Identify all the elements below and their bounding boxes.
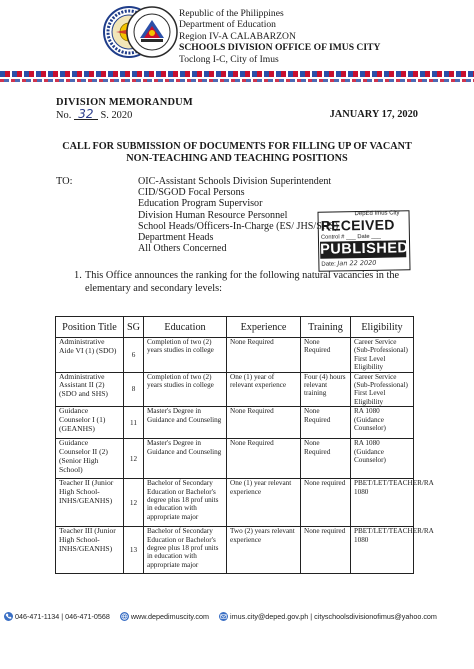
cell-education: Completion of two (2) years studies in college <box>144 338 227 373</box>
header-stripe <box>0 79 474 82</box>
column-header: Experience <box>227 317 301 338</box>
cell-experience: None Required <box>227 338 301 373</box>
phone-icon <box>4 612 13 621</box>
cell-sg: 13 <box>124 527 144 574</box>
memo-subject: CALL FOR SUBMISSION OF DOCUMENTS FOR FILLING UP OF VACANT NON-TEACHING AND TEACHING POSITIONS <box>62 141 412 164</box>
letterhead <box>179 8 380 65</box>
cell-position: Administrative Aide VI (1) (SDO) <box>56 338 124 373</box>
column-header: SG <box>124 317 144 338</box>
cell-training: None required <box>301 527 351 574</box>
recipient: Department Heads <box>138 232 214 244</box>
memo-no-value: 32 <box>74 109 98 120</box>
phone-text: 046-471-1134 | 046-471-0568 <box>15 612 110 621</box>
cell-experience: None Required <box>227 439 301 479</box>
cell-position: Administrative Assistant II (2) (SDO and SHS) <box>56 372 124 407</box>
column-header: Eligibility <box>351 317 414 338</box>
globe-icon <box>120 612 129 621</box>
footer-phone <box>4 612 110 621</box>
cell-training: None Required <box>301 407 351 439</box>
cell-eligibility: PBET/LET/TEACHER/RA 1080 <box>351 527 414 574</box>
cell-sg: 12 <box>124 479 144 527</box>
letterhead-line: Region IV-A CALABARZON <box>179 30 296 42</box>
column-header: Education <box>144 317 227 338</box>
cell-eligibility: Career Service (Sub-Professional) First Level Eligibility <box>351 338 414 373</box>
cell-sg: 6 <box>124 338 144 373</box>
recipient: Education Program Supervisor <box>138 198 263 210</box>
paragraph-text: This Office announces the ranking for the following natural vacancies in the elementary and secondary levels: <box>85 270 400 294</box>
cell-eligibility: PBET/LET/TEACHER/RA 1080 <box>351 479 414 527</box>
table-row <box>56 527 414 574</box>
memo-no-label: No. <box>56 110 72 121</box>
cell-experience: None Required <box>227 407 301 439</box>
footer-website[interactable] <box>120 612 209 621</box>
cell-position: Teacher III (Junior High School-INHS/GEANHS) <box>56 527 124 574</box>
cell-position: Guidance Counselor II (2) (Senior High School) <box>56 439 124 479</box>
stamp-received: RECEIVED <box>320 216 395 234</box>
to-label: TO: <box>56 176 73 187</box>
cell-education: Bachelor of Secondary Education or Bachelor's degree plus 18 prof units in education with appropriate major <box>144 479 227 527</box>
footer-email[interactable] <box>219 612 437 621</box>
mail-icon <box>219 612 228 621</box>
stamp-office: DepEd Imus City <box>354 210 400 218</box>
memo-date: JANUARY 17, 2020 <box>329 109 418 120</box>
division-seal-icon <box>126 6 178 58</box>
letterhead-line: Republic of the Philippines <box>179 8 284 19</box>
cell-experience: Two (2) years relevant experience <box>227 527 301 574</box>
memo-series: S. 2020 <box>100 110 133 121</box>
cell-experience: One (1) year of relevant experience <box>227 372 301 407</box>
recipient: CID/SGOD Focal Persons <box>138 187 245 199</box>
stamp-date-value: Jan 22 2020 <box>337 258 377 268</box>
cell-sg: 11 <box>124 407 144 439</box>
cell-training: Four (4) hours relevant training <box>301 372 351 407</box>
paragraph-number: 1. <box>74 270 82 281</box>
cell-eligibility: RA 1080 (Guidance Counselor) <box>351 439 414 479</box>
table-row <box>56 479 414 527</box>
recipient: OIC-Assistant Schools Division Superintendent <box>138 176 332 187</box>
website-link[interactable]: www.depedimuscity.com <box>130 612 210 621</box>
cell-training: None required <box>301 479 351 527</box>
table-row <box>56 407 414 439</box>
cell-position: Guidance Counselor I (1) (GEANHS) <box>56 407 124 439</box>
stamp-date-label: Date: <box>321 261 336 268</box>
vacancy-table <box>55 316 434 574</box>
cell-education: Completion of two (2) years studies in college <box>144 372 227 407</box>
stamp-control-line: Control # ___ Date ___ <box>320 233 381 241</box>
received-stamp <box>317 210 410 272</box>
cell-training: None Required <box>301 338 351 373</box>
cell-sg: 12 <box>124 439 144 479</box>
footer-contacts <box>4 612 470 621</box>
email-link[interactable]: imus.city@deped.gov.ph | cityschoolsdivisionofimus@yahoo.com <box>230 612 437 621</box>
header-stripe <box>0 71 474 77</box>
table-row <box>56 439 414 479</box>
table-row <box>56 338 414 373</box>
cell-position: Teacher II (Junior High School-INHS/GEANHS) <box>56 479 124 527</box>
column-header: Position Title <box>56 317 124 338</box>
column-header: Training <box>301 317 351 338</box>
cell-sg: 8 <box>124 372 144 407</box>
table-header-row <box>56 317 414 338</box>
stamp-published: PUBLISHED <box>320 240 409 258</box>
memo-title: DIVISION MEMORANDUM <box>56 97 193 108</box>
letterhead-line: Department of Education <box>179 19 276 31</box>
recipient: Division Human Resource Personnel <box>138 209 288 221</box>
cell-eligibility: RA 1080 (Guidance Counselor) <box>351 407 414 439</box>
letterhead-line: Toclong I-C, City of Imus <box>179 53 279 65</box>
memo-number <box>56 109 132 121</box>
cell-education: Master's Degree in Guidance and Counseling <box>144 407 227 439</box>
recipient: School Heads/Officers-In-Charge (ES/ JHS/SHS) <box>138 220 339 232</box>
recipient: All Others Concerned <box>138 243 227 255</box>
letterhead-line: SCHOOLS DIVISION OFFICE OF IMUS CITY <box>179 42 381 54</box>
cell-education: Master's Degree in Guidance and Counseling <box>144 439 227 479</box>
cell-education: Bachelor of Secondary Education or Bachelor's degree plus 18 prof units in education with appropriate major <box>144 527 227 574</box>
cell-eligibility: Career Service (Sub-Professional) First Level Eligibility <box>351 372 414 407</box>
table-row <box>56 372 414 407</box>
stamp-date <box>321 259 376 268</box>
cell-training: None Required <box>301 439 351 479</box>
recipient-list <box>138 176 338 254</box>
cell-experience: One (1) year relevant experience <box>227 479 301 527</box>
